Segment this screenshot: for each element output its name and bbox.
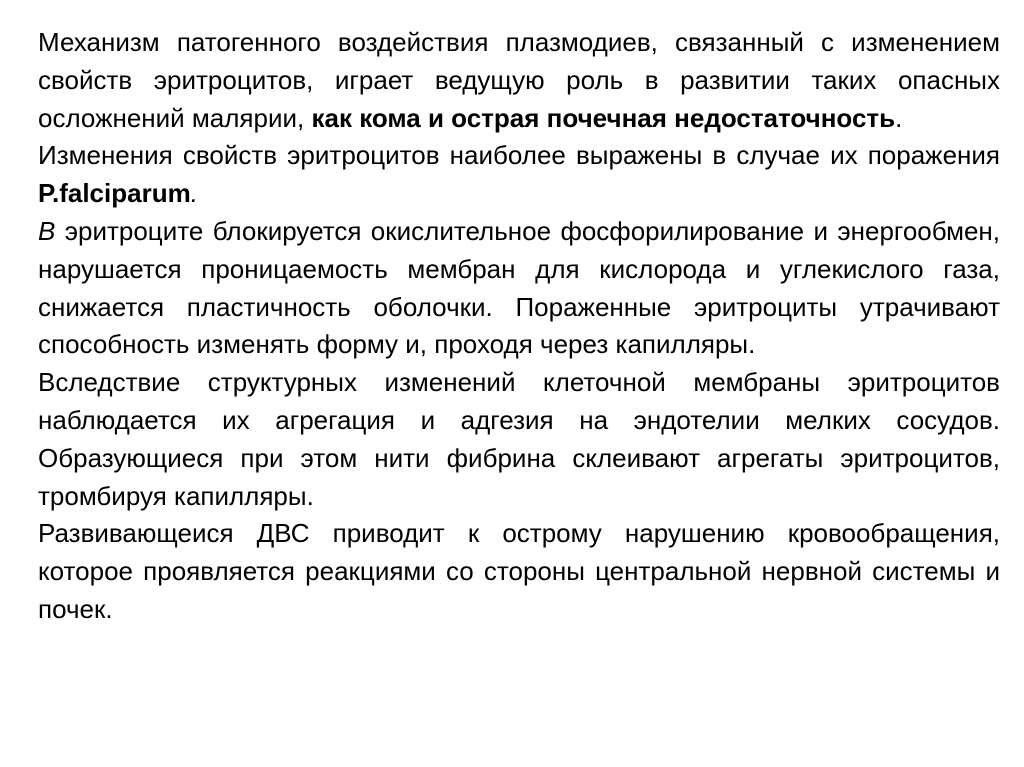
italic-lead: В — [38, 215, 56, 246]
paragraph-text: Механизм патогенного воздействия плазмодиев, связанный с изменением свойств эритроцитов, играет ведущую роль в развитии таких опасных осложнений малярии, — [38, 27, 1000, 133]
paragraph-oxidative-blockade — [38, 213, 1000, 364]
slide-text-body — [38, 24, 1000, 629]
bold-species-name: P.falciparum — [38, 178, 191, 209]
bold-complications: как кома и острая почечная недостаточность — [311, 102, 896, 133]
paragraph-end: . — [190, 178, 198, 209]
paragraph-dic — [38, 515, 1000, 628]
paragraph-text: эритроците блокируется окислительное фосфорилирование и энергообмен, нарушается проницаемость мембран для кислорода и углекислого газа, снижается пластичность оболочки. Пораженные эритроциты утрачивают способность изменять форму и, проходя через капилляры. — [38, 215, 1000, 360]
paragraph-text: Развивающеися ДВС приводит к острому нарушению кровообращения, которое проявляется реакциями со стороны центральной нервной системы и почек. — [38, 518, 1000, 624]
paragraph-aggregation — [38, 364, 1000, 515]
paragraph-pathogenic-mechanism — [38, 24, 1000, 137]
paragraph-text: Изменения свойств эритроцитов наиболее выражены в случае их поражения — [38, 140, 1000, 171]
paragraph-erythrocyte-changes — [38, 137, 1000, 213]
paragraph-end: . — [895, 102, 903, 133]
paragraph-text: Вследствие структурных изменений клеточной мембраны эритроцитов наблюдается их агрегация и адгезия на эндотелии мелких сосудов. Образующиеся при этом нити фибрина склеивают агрегаты эритроцитов, тромбируя капилляры. — [38, 367, 1000, 511]
